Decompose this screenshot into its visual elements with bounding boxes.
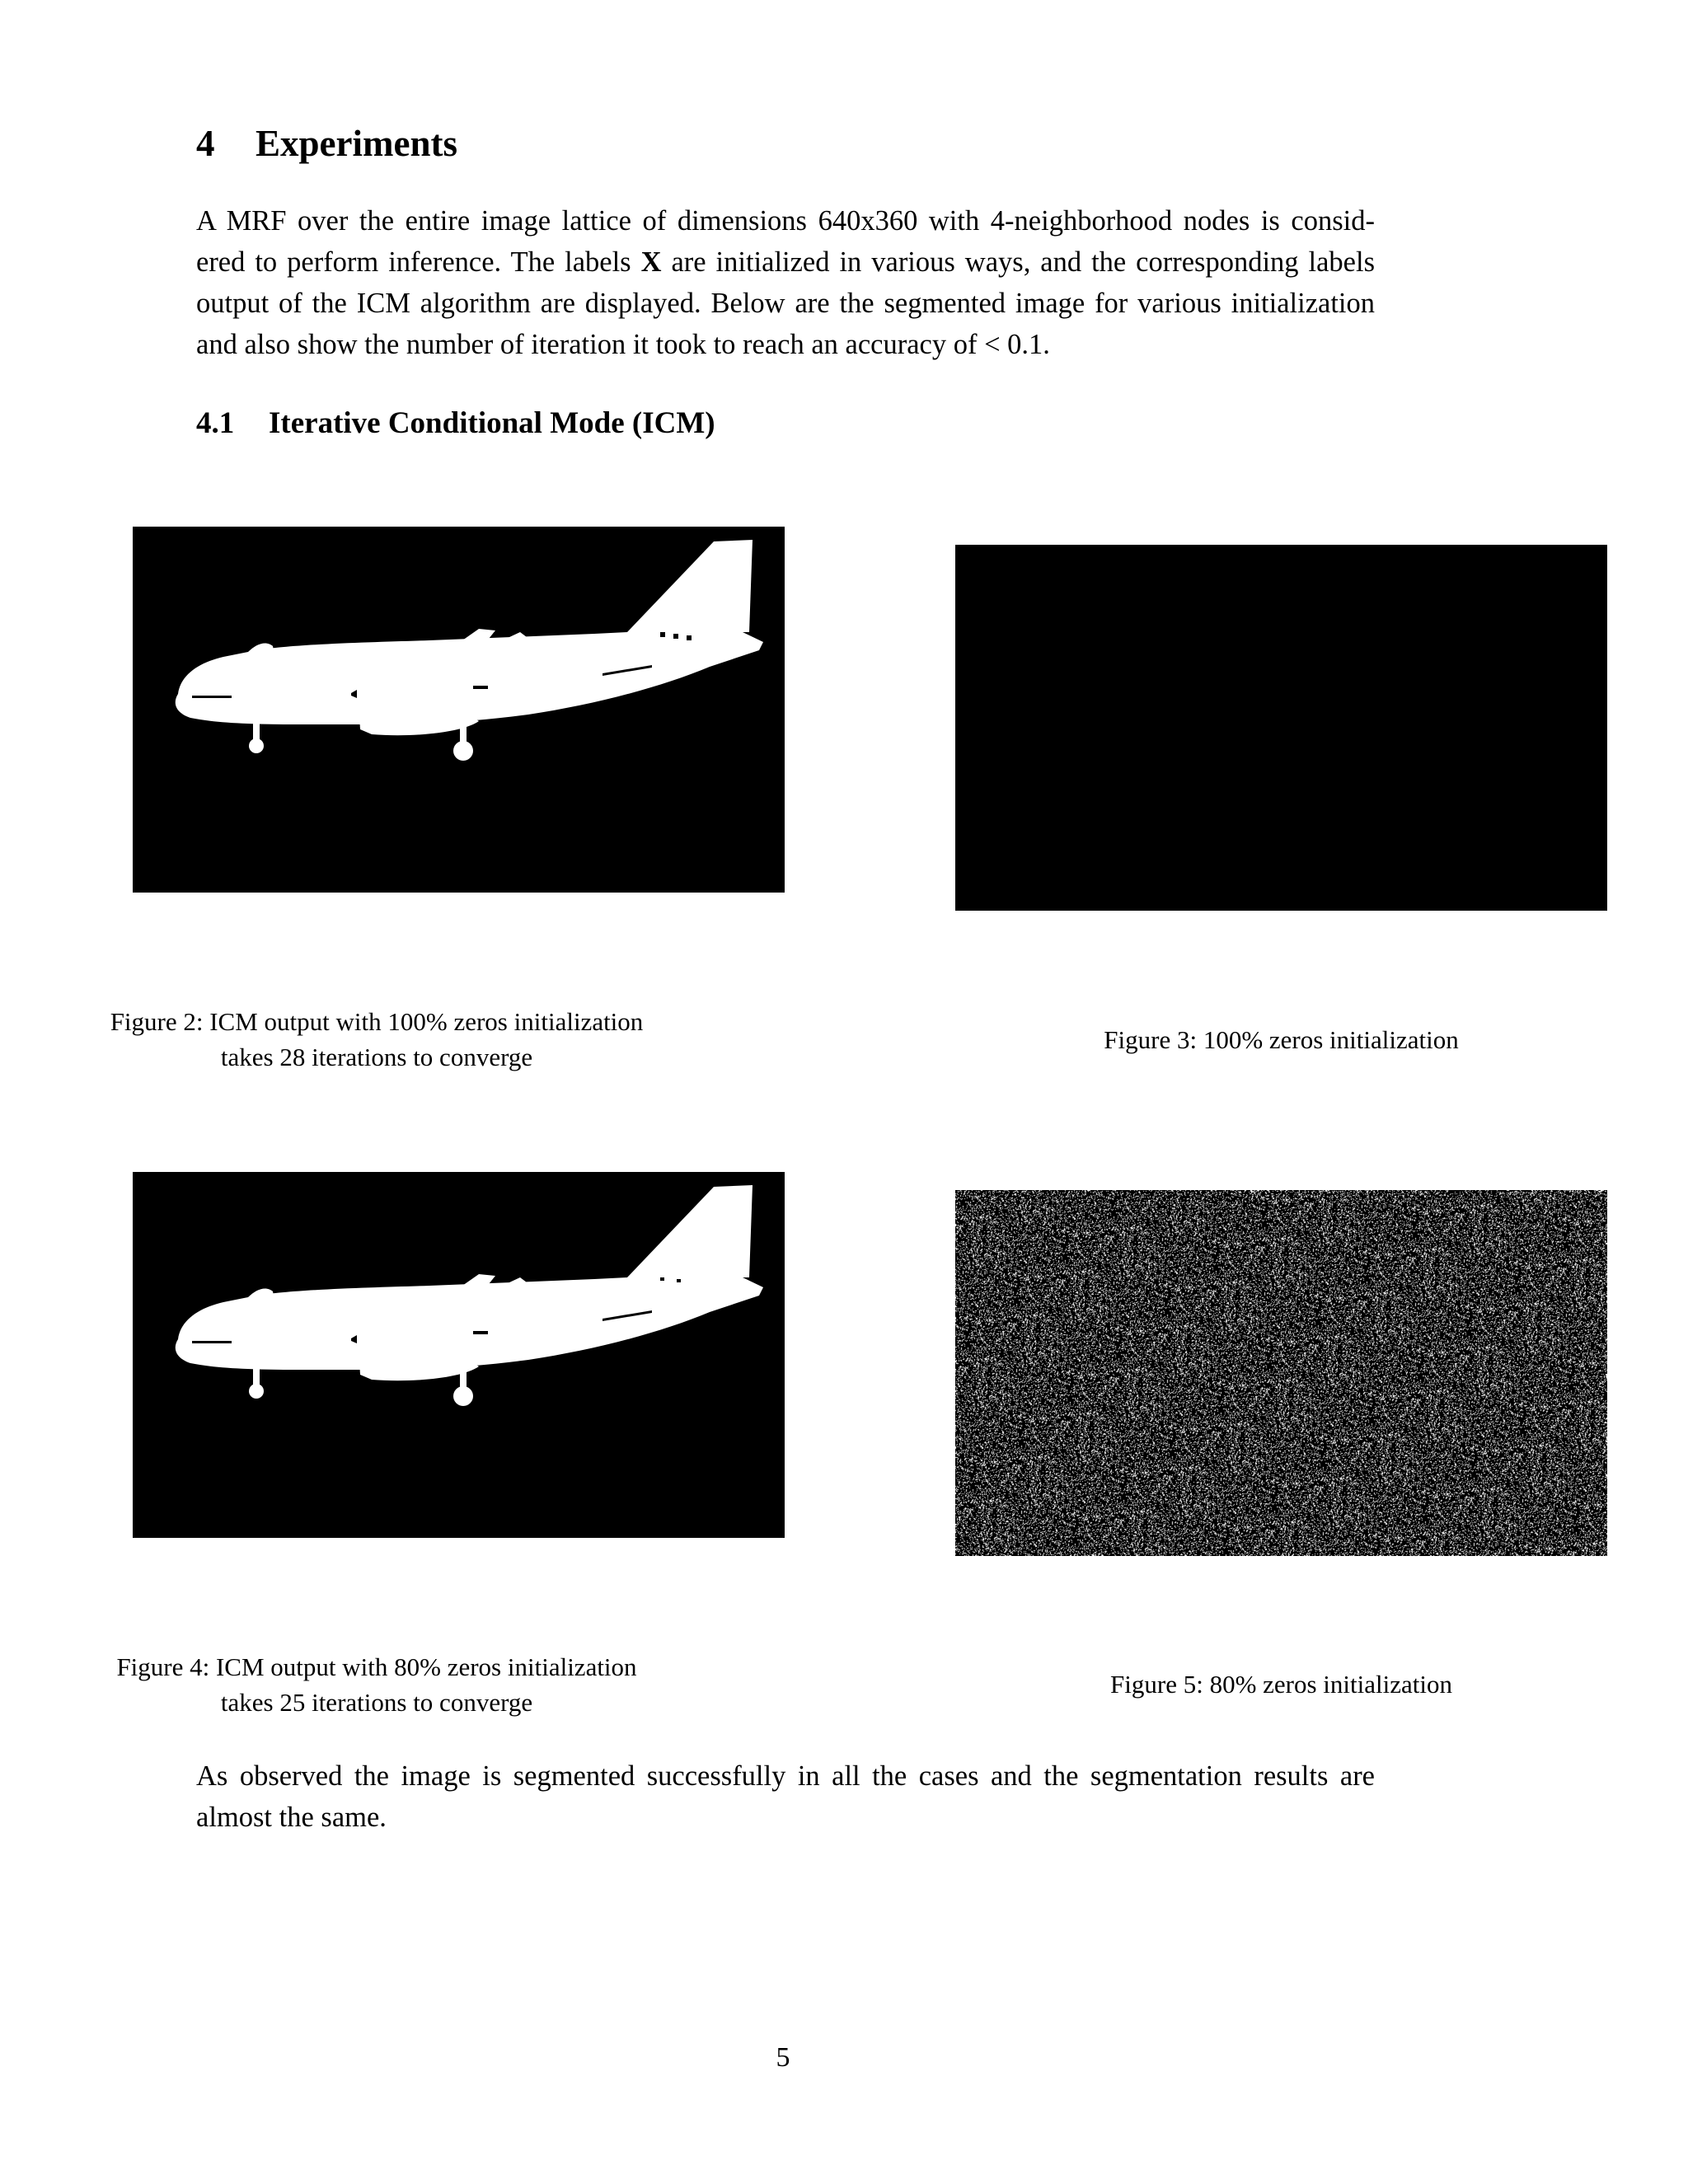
- subsection-number: 4.1: [196, 406, 235, 440]
- figure-5-caption-line-1: Figure 5: 80% zeros initialization: [1110, 1670, 1452, 1699]
- figure-5-caption: [955, 1666, 1607, 1702]
- figure-4-image: [133, 1172, 785, 1538]
- intro-line-2-a: ered to perform inference. The labels: [196, 246, 631, 278]
- conclusion-line-2: almost the same.: [196, 1802, 387, 1833]
- subsection-heading: [196, 405, 715, 441]
- figure-3-image: [955, 545, 1607, 911]
- intro-line-2: [196, 241, 1375, 283]
- page-number: 5: [776, 2042, 790, 2073]
- section-heading: [196, 122, 457, 165]
- conclusion-line-1: As observed the image is segmented successfully in all the cases and the segmentation results are: [196, 1760, 1375, 1792]
- section-number: 4: [196, 123, 215, 164]
- airplane-silhouette-2: [133, 1172, 785, 1538]
- subsection-title: Iterative Conditional Mode (ICM): [269, 406, 715, 440]
- figure-4-caption: [92, 1649, 661, 1720]
- airplane-silhouette-1: [133, 527, 785, 893]
- intro-line-1: A MRF over the entire image lattice of dimensions 640x360 with 4-neighborhood nodes is consid-: [196, 205, 1375, 237]
- figure-3-caption: [955, 1022, 1607, 1057]
- figure-3-caption-line-1: Figure 3: 100% zeros initialization: [1104, 1025, 1459, 1054]
- figure-2-caption: [92, 1004, 661, 1075]
- figure-4-caption-line-1: Figure 4: ICM output with 80% zeros initialization: [116, 1652, 637, 1681]
- conclusion-paragraph: [196, 1755, 1375, 1838]
- labels-symbol: X: [640, 246, 662, 278]
- figure-5-image: [955, 1190, 1607, 1556]
- figure-4-caption-line-2: takes 25 iterations to converge: [220, 1688, 533, 1717]
- intro-line-3: output of the ICM algorithm are displayed. Below are the segmented image for various initialization: [196, 288, 1375, 319]
- intro-paragraph: [196, 200, 1375, 365]
- intro-line-2-b: are initialized in various ways, and the corresponding labels: [671, 246, 1375, 278]
- figure-2-image: [133, 527, 785, 893]
- section-title: Experiments: [256, 123, 457, 164]
- noise-canvas: [955, 1190, 1607, 1556]
- figure-2-caption-line-2: takes 28 iterations to converge: [220, 1043, 533, 1071]
- figure-2-caption-line-1: Figure 2: ICM output with 100% zeros initialization: [110, 1007, 644, 1036]
- intro-line-4: and also show the number of iteration it took to reach an accuracy of < 0.1.: [196, 329, 1050, 360]
